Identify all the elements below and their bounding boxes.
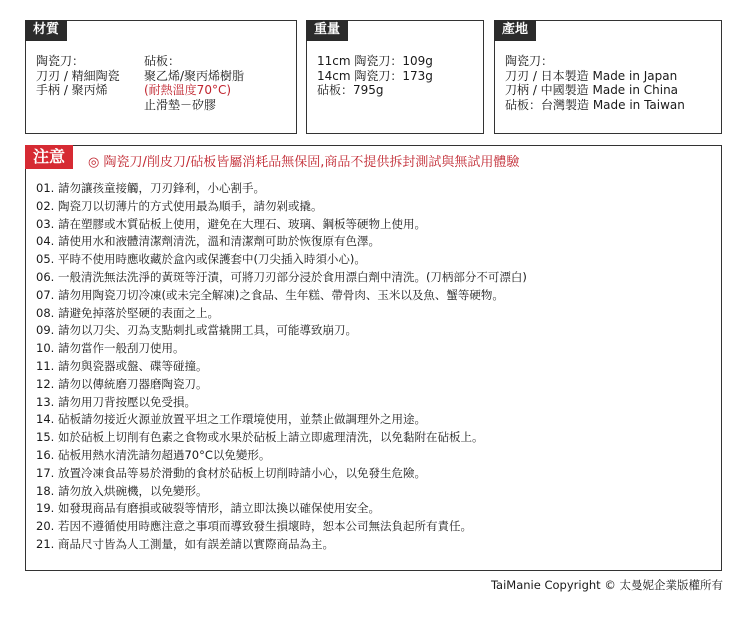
material-title: 材質 [25,20,67,41]
weight-title: 重量 [306,20,348,41]
material-right-line: 聚乙烯/聚丙烯樹脂 [144,68,245,83]
weight-line: 砧板：795g [317,83,384,97]
notice-item: 18. 請勿放入烘碗機，以免變形。 [36,483,208,498]
notice-item: 07. 請勿用陶瓷刀切冷凍(或未完全解凍)之食品、生年糕、帶骨肉、玉米以及魚、蟹等硬物。 [36,287,504,302]
material-right-line: 砧板： [144,54,181,68]
material-left-line: 刀刃 / 精細陶瓷 [36,68,120,83]
notice-item: 01. 請勿讓孩童接觸，刀刃鋒利，小心割手。 [36,181,265,195]
notice-item: 12. 請勿以傳統磨刀器磨陶瓷刀。 [36,376,208,391]
notice-item: 16. 砧板用熱水清洗請勿超過70°C以免變形。 [36,447,271,462]
copyright-notice: TaiManie Copyright © 太曼妮企業版權所有 [490,578,723,592]
notice-list [36,180,527,554]
notice-item: 13. 請勿用刀背按壓以免受損。 [36,394,196,409]
notice-headline: ◎ 陶瓷刀/削皮刀/砧板皆屬消耗品無保固,商品不提供拆封測試與無試用體驗 [88,155,520,170]
material-right-text [144,54,244,112]
notice-item: 20. 若因不遵循使用時應注意之事項而導致發生損壞時，恕本公司無法負起所有責任。 [36,519,472,534]
material-panel [25,20,297,134]
notice-item: 17. 放置冷凍食品等易於滑動的食材於砧板上切削時請小心，以免發生危險。 [36,465,426,480]
origin-line: 刀柄 / 中國製造 Made in China [505,83,679,97]
notice-item: 11. 請勿與瓷器或盤、碟等碰撞。 [36,358,208,373]
heat-resistance-note: (耐熱溫度70°C) [144,83,232,97]
notice-item: 04. 請使用水和液體清潔劑清洗，溫和清潔劑可助於恢復原有色澤。 [36,234,380,249]
material-left-line: 陶瓷刀： [36,54,85,68]
notice-item: 14. 砧板請勿接近火源並放置平坦之工作環境使用，並禁止做調理外之用途。 [36,412,426,427]
origin-line: 刀刃 / 日本製造 Made in Japan [505,68,678,83]
notice-tab: 注意 [25,145,73,169]
notice-item: 06. 一般清洗無法洗淨的黃斑等汙漬，可將刀刃部分浸於食用漂白劑中清洗。(刀柄部分不可漂白) [36,269,527,284]
notice-item: 09. 請勿以刀尖、刃為支點刺扎或當撬開工具，可能導致崩刀。 [36,323,357,338]
origin-panel [494,20,722,134]
origin-line: 陶瓷刀： [505,54,554,68]
notice-item: 08. 請避免掉落於堅硬的表面之上。 [36,305,219,320]
notice-item: 03. 請在塑膠或木質砧板上使用，避免在大理石、玻璃、鋼板等硬物上使用。 [36,216,426,231]
origin-title: 產地 [494,20,536,41]
notice-item: 10. 請勿當作一般刮刀使用。 [36,341,185,356]
material-right-line: 止滑墊－矽膠 [144,97,217,112]
weight-line: 11cm 陶瓷刀：109g [317,54,433,68]
notice-panel [25,145,722,571]
weight-text [317,54,433,98]
notice-item: 02. 陶瓷刀以切薄片的方式使用最為順手，請勿剁或撬。 [36,198,323,213]
material-left-line: 手柄 / 聚丙烯 [36,83,108,97]
origin-text [505,54,685,112]
origin-line: 砧板：台灣製造 Made in Taiwan [505,97,685,112]
weight-panel [306,20,484,134]
weight-line: 14cm 陶瓷刀：173g [317,68,433,83]
material-left-text [36,54,120,98]
notice-item: 19. 如發現商品有磨損或破裂等情形，請立即汰換以確保使用安全。 [36,501,380,516]
notice-item: 05. 平時不使用時應收藏於盒內或保護套中(刀尖插入時須小心)。 [36,252,366,267]
notice-item: 15. 如於砧板上切削有色素之食物或水果於砧板上請立即處理清洗，以免黏附在砧板上。 [36,430,484,445]
notice-item: 21. 商品尺寸皆為人工測量，如有誤差請以實際商品為主。 [36,536,334,551]
